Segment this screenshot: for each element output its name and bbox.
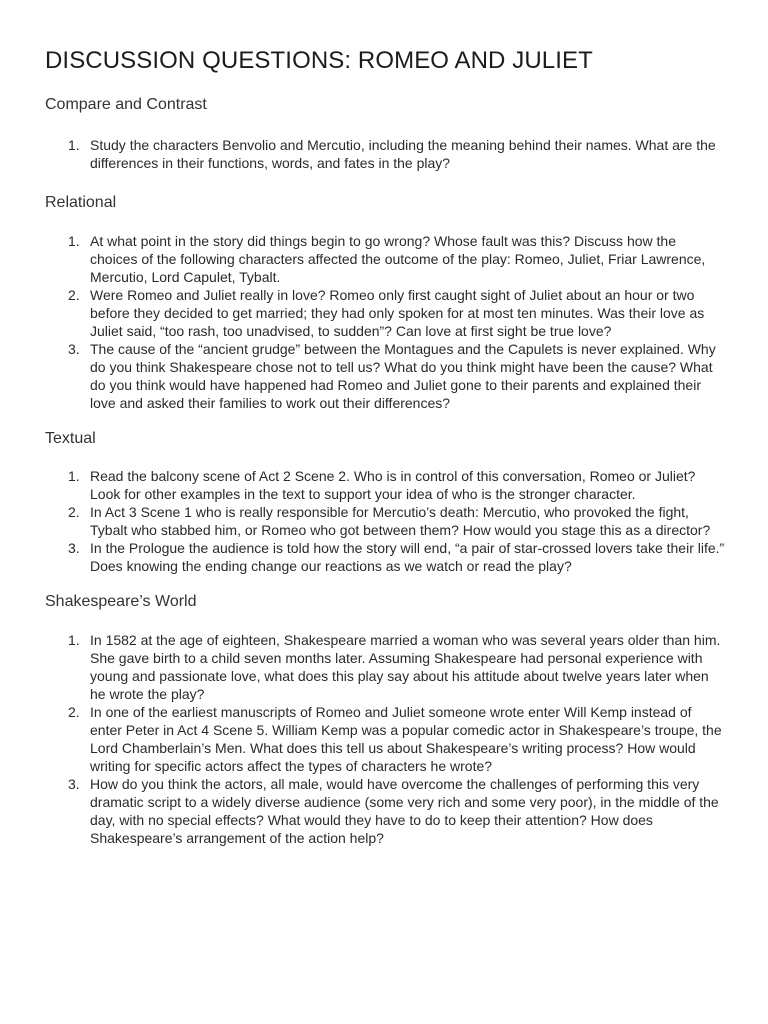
question-text: In Act 3 Scene 1 who is really responsible for Mercutio’s death: Mercutio, who provoked the fight, Tybalt who stabbed him, or Romeo who got between them? How would you stage this as a director? (90, 504, 711, 538)
question-item (45, 703, 725, 775)
question-number: 3. (68, 540, 80, 556)
question-number: 2. (68, 287, 80, 303)
section-heading-compare-and-contrast: Compare and Contrast (45, 96, 207, 113)
question-item (45, 340, 725, 412)
section-heading-textual: Textual (45, 430, 96, 447)
question-text: In the Prologue the audience is told how the story will end, “a pair of star-crossed lovers take their life.” Does knowing the ending change our reactions as we watch or read the play? (90, 540, 725, 574)
question-number: 1. (68, 137, 80, 153)
question-item (45, 775, 725, 847)
section-heading-relational: Relational (45, 194, 117, 211)
question-item (45, 286, 725, 340)
section-heading-shakespeares-world: Shakespeare’s World (45, 593, 197, 610)
question-text: Were Romeo and Juliet really in love? Romeo only first caught sight of Juliet about an hour or two before they decided to get married; they had only spoken for at most ten minutes. Was their love as Juliet said, “too rash, too unadvised, to sudden”? Can love at first sight be true love? (90, 287, 705, 339)
question-number: 1. (68, 233, 80, 249)
question-text: At what point in the story did things begin to go wrong? Whose fault was this? Discuss how the choices of the following characters affected the outcome of the play: Romeo, Juliet, Friar Lawrence, Mercutio, Lord Capulet, Tybalt. (90, 233, 706, 285)
question-number: 1. (68, 632, 80, 648)
question-item (45, 136, 725, 172)
question-number: 3. (68, 776, 80, 792)
question-text: In one of the earliest manuscripts of Romeo and Juliet someone wrote enter Will Kemp instead of enter Peter in Act 4 Scene 5. William Kemp was a popular comedic actor in Shakespeare’s troupe, the Lord Chamberlain’s Men. What does this tell us about Shakespeare’s writing process? How would writing for specific actors affect the types of characters he wrote? (90, 704, 722, 774)
question-item (45, 503, 725, 539)
question-number: 2. (68, 504, 80, 520)
question-text: Study the characters Benvolio and Mercutio, including the meaning behind their names. What are the differences in their functions, words, and fates in the play? (90, 137, 716, 171)
question-number: 3. (68, 341, 80, 357)
question-list-relational (45, 232, 725, 412)
question-list-compare-and-contrast (45, 136, 725, 172)
question-number: 1. (68, 468, 80, 484)
question-text: The cause of the “ancient grudge” between the Montagues and the Capulets is never explained. Why do you think Shakespeare chose not to tell us? What do you think might have been the cause? What do you think would have happened had Romeo and Juliet gone to their parents and explained their love and asked their families to work out their differences? (90, 341, 716, 411)
question-text: How do you think the actors, all male, would have overcome the challenges of performing this very dramatic script to a widely diverse audience (some very rich and some very poor), in the middle of the day, with no special effects? What would they have to do to keep their attention? How does Shakespeare’s arrangement of the action help? (90, 776, 719, 846)
document-page (45, 44, 725, 847)
question-text: In 1582 at the age of eighteen, Shakespeare married a woman who was several years older than him. She gave birth to a child seven months later. Assuming Shakespeare had personal experience with young and passionate love, what does this play say about his attitude about twelve years later when he wrote the play? (90, 632, 721, 702)
question-item (45, 539, 725, 575)
question-item (45, 631, 725, 703)
question-list-textual (45, 467, 725, 575)
question-number: 2. (68, 704, 80, 720)
question-item (45, 232, 725, 286)
question-list-shakespeares-world (45, 631, 725, 847)
page-title: DISCUSSION QUESTIONS: ROMEO AND JULIET (45, 47, 593, 74)
question-text: Read the balcony scene of Act 2 Scene 2. Who is in control of this conversation, Romeo or Juliet? Look for other examples in the text to support your idea of who is the stronger character. (90, 468, 696, 502)
question-item (45, 467, 725, 503)
